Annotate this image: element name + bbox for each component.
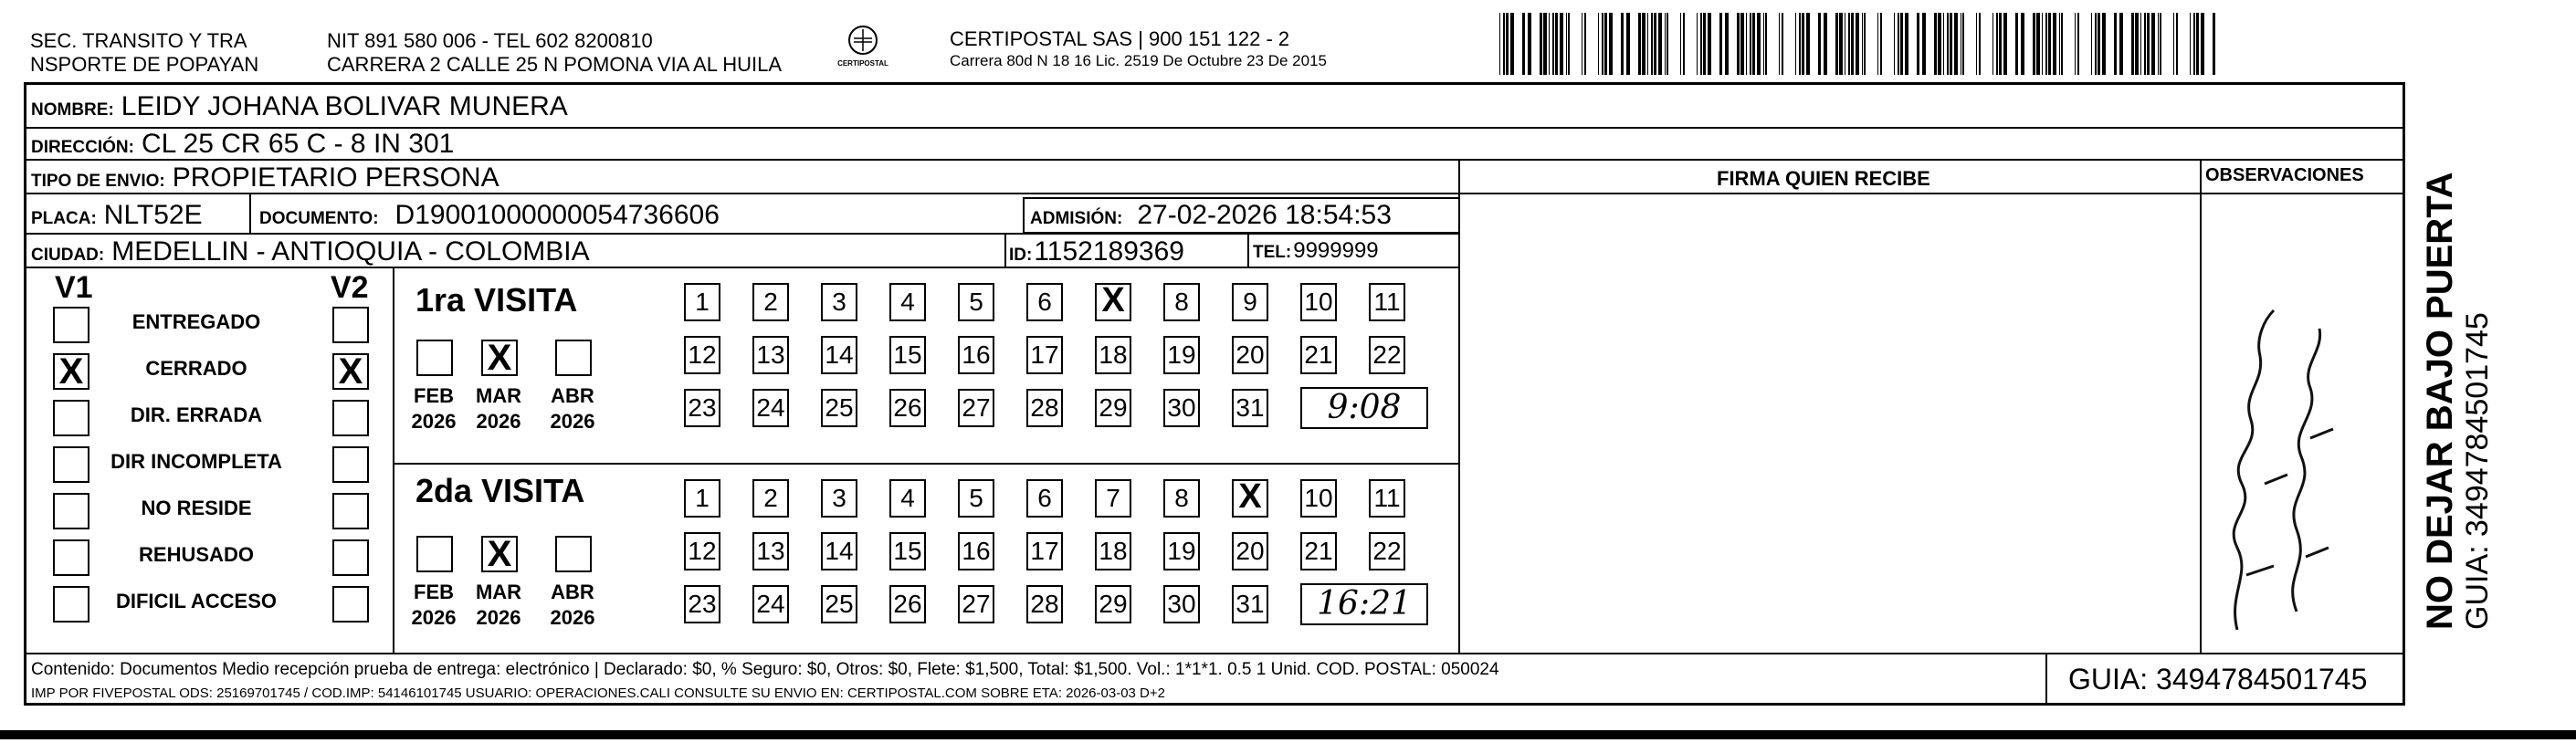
certipostal-logo [831,24,895,68]
handwritten-note-icon [2210,301,2356,639]
name-label: NOMBRE: [31,100,114,120]
day-box[interactable]: 13 [752,336,789,374]
month-year: 2026 [550,410,595,433]
day-box[interactable]: 20 [1232,336,1268,374]
day-box[interactable]: 8 [1163,283,1200,321]
month-name: ABR [551,384,594,407]
v2-checkbox[interactable] [332,400,369,436]
visit1-title: 1ra VISITA [415,281,578,319]
plate-label: PLACA: [31,209,97,228]
month-year: 2026 [411,410,457,433]
name-row [31,91,568,122]
v1-label: V1 [55,270,93,305]
day-box[interactable]: 6 [1026,479,1063,518]
city-value: MEDELLIN - ANTIOQUIA - COLOMBIA [111,236,590,267]
day-box[interactable]: 26 [889,389,926,427]
visit2-title: 2da VISITA [415,472,585,509]
day-box[interactable]: 23 [684,389,720,427]
day-box[interactable]: 11 [1369,283,1405,321]
name-value: LEIDY JOHANA BOLIVAR MUNERA [121,91,568,121]
month-name: MAR [475,384,522,407]
day-box[interactable]: 3 [821,479,857,518]
status-label: REHUSADO [139,543,254,566]
document-label: DOCUMENTO: [259,209,379,228]
company-block [950,27,1327,71]
day-box[interactable]: 25 [821,389,857,427]
day-box[interactable]: 5 [958,479,994,518]
issuer-block [30,29,258,77]
content-line: Contenido: Documentos Medio recepción prueba de entrega: electrónico | Declarado: $0, % Seguro: $0, Otros: $0, Flete: $1,500, Total: $1,500. Vol.: 1*1*1. 0.5 1 Unid. COD. POSTAL: 050024 [31,660,1499,679]
day-box[interactable]: 22 [1369,336,1405,374]
day-box[interactable]: 6 [1026,283,1063,321]
day-mark: X [1238,477,1262,516]
id-label: ID: [1009,246,1033,265]
day-box[interactable] [1232,479,1268,518]
day-box[interactable]: 1 [684,283,720,321]
status-label: DIFICIL ACCESO [115,590,277,612]
address-label: DIRECCIÓN: [31,138,134,157]
day-box[interactable]: 14 [821,336,857,374]
month-checkbox[interactable] [555,340,592,376]
document-row [259,200,720,231]
day-box[interactable]: 26 [889,585,926,623]
day-box[interactable]: 12 [684,336,720,374]
month-name: ABR [551,581,594,603]
day-box[interactable]: 5 [958,283,994,321]
day-box[interactable]: 24 [752,585,789,623]
id-value: 1152189369 [1034,236,1184,267]
admission-value: 27-02-2026 18:54:53 [1137,200,1392,230]
day-box[interactable]: 9 [1232,283,1268,321]
day-box[interactable]: 10 [1300,479,1337,518]
nit-line-1: NIT 891 580 006 - TEL 602 8200810 [327,29,653,52]
day-box[interactable]: 3 [821,283,857,321]
city-label: CIUDAD: [31,246,105,265]
month-label [467,580,531,631]
status-label: DIR. ERRADA [130,403,263,426]
day-box[interactable]: 27 [958,585,994,623]
month-label [541,383,605,434]
day-box[interactable]: 21 [1300,532,1337,570]
month-label [402,580,466,631]
city-row [31,236,590,267]
status-label: NO RESIDE [141,497,252,519]
day-box[interactable]: 12 [684,532,720,570]
imp-line: IMP POR FIVEPOSTAL ODS: 25169701745 / COD.IMP: 54146101745 USUARIO: OPERACIONES.CALI CONSULTE SU ENVIO EN: CERTIPOSTAL.COM SOBRE ETA: 2026-03-03 D+2 [31,685,1165,701]
v2-checkbox[interactable] [332,307,369,343]
side-block [2420,172,2495,630]
day-box[interactable]: 15 [889,532,926,570]
day-box[interactable]: 30 [1163,585,1200,623]
v2-checkbox[interactable] [332,446,369,483]
month-year: 2026 [550,606,595,629]
month-checkbox[interactable] [555,536,592,572]
tel-row [1253,238,1379,264]
day-box[interactable]: 2 [752,479,789,518]
day-box[interactable]: 31 [1232,389,1268,427]
v2-checkbox[interactable]: X [332,353,369,390]
day-box[interactable]: 11 [1369,479,1405,518]
v2-label: V2 [331,270,369,305]
day-box[interactable]: 17 [1026,336,1063,374]
plate-value: NLT52E [103,200,203,230]
day-box[interactable]: 20 [1232,532,1268,570]
month-name: FEB [414,581,454,603]
day-box[interactable] [1095,283,1131,321]
day-box[interactable]: 28 [1026,585,1063,623]
nit-line-2: CARRERA 2 CALLE 25 N POMONA VIA AL HUILA [327,53,783,76]
month-label [402,383,466,434]
admission-row [1030,200,1392,231]
day-box[interactable]: 21 [1300,336,1337,374]
tel-label: TEL: [1253,243,1292,262]
month-year: 2026 [476,410,521,433]
day-box[interactable]: 4 [889,283,926,321]
company-line-2: Carrera 80d N 18 16 Lic. 2519 De Octubre 23 De 2015 [950,52,1327,69]
plate-row [31,200,203,231]
month-label [541,580,605,631]
month-label [467,383,531,434]
day-box[interactable]: 7 [1095,479,1131,518]
status-label: DIR INCOMPLETA [110,450,282,473]
day-box[interactable]: 29 [1095,585,1131,623]
day-box[interactable]: 14 [821,532,857,570]
tel-value: 9999999 [1293,238,1379,263]
day-box[interactable]: 2 [752,283,789,321]
day-box[interactable]: 27 [958,389,994,427]
day-box[interactable]: 22 [1369,532,1405,570]
day-box[interactable]: 28 [1026,389,1063,427]
address-value: CL 25 CR 65 C - 8 IN 301 [141,129,455,159]
day-box[interactable]: 4 [889,479,926,518]
day-box[interactable]: 16 [958,336,994,374]
side-guia: GUIA: 3494784501745 [2460,312,2495,630]
day-box[interactable]: 16 [958,532,994,570]
day-box[interactable]: 19 [1163,336,1200,374]
month-checkbox[interactable] [416,536,453,572]
issuer-line-1: SEC. TRANSITO Y TRA [30,29,247,52]
month-year: 2026 [476,606,521,629]
type-row [31,162,499,194]
month-year: 2026 [411,606,457,629]
month-name: FEB [414,384,454,407]
type-value: PROPIETARIO PERSONA [172,162,499,193]
day-box[interactable]: 13 [752,532,789,570]
month-checkbox[interactable] [416,340,453,376]
day-box[interactable]: 18 [1095,336,1131,374]
signature-title: FIRMA QUIEN RECIBE [1717,167,1930,190]
day-box[interactable]: 23 [684,585,720,623]
day-mark: X [1101,281,1125,319]
time-box[interactable]: 9:08 [1300,387,1428,429]
day-box[interactable]: 8 [1163,479,1200,518]
time-box[interactable]: 16:21 [1300,583,1428,625]
v1-checkbox[interactable]: X [53,353,89,390]
v2-checkbox[interactable] [332,493,369,529]
status-label: CERRADO [145,357,247,380]
logo-text: CERTIPOSTAL [837,59,888,68]
issuer-line-2: NSPORTE DE POPAYAN [30,53,259,76]
day-box[interactable]: 29 [1095,389,1131,427]
month-checkbox[interactable]: X [481,340,518,376]
month-name: MAR [475,581,522,603]
page-edge [0,730,2576,739]
side-notice: NO DEJAR BAJO PUERTA [2420,172,2460,630]
day-box[interactable]: 24 [752,389,789,427]
v2-checkbox[interactable] [332,586,369,623]
day-box[interactable]: 25 [821,585,857,623]
logo-icon [846,24,879,57]
id-row [1009,236,1184,267]
day-box[interactable]: 31 [1232,585,1268,623]
document-value: D19001000000054736606 [394,200,720,230]
day-box[interactable]: 17 [1026,532,1063,570]
day-box[interactable]: 1 [684,479,720,518]
type-label: TIPO DE ENVIO: [31,172,165,191]
day-box[interactable]: 19 [1163,532,1200,570]
company-line-1: CERTIPOSTAL SAS | 900 151 122 - 2 [950,27,1290,50]
barcode-icon [1499,13,2221,77]
admission-label: ADMISIÓN: [1030,209,1123,228]
day-box[interactable]: 15 [889,336,926,374]
nit-block [327,29,782,77]
day-box[interactable]: 10 [1300,283,1337,321]
day-box[interactable]: 18 [1095,532,1131,570]
day-box[interactable]: 30 [1163,389,1200,427]
address-row [31,129,454,160]
month-checkbox[interactable]: X [481,536,518,572]
v2-checkbox[interactable] [332,539,369,576]
status-label: ENTREGADO [131,310,261,333]
observations-title: OBSERVACIONES [2205,165,2364,185]
footer-guia: GUIA: 3494784501745 [2068,663,2368,696]
